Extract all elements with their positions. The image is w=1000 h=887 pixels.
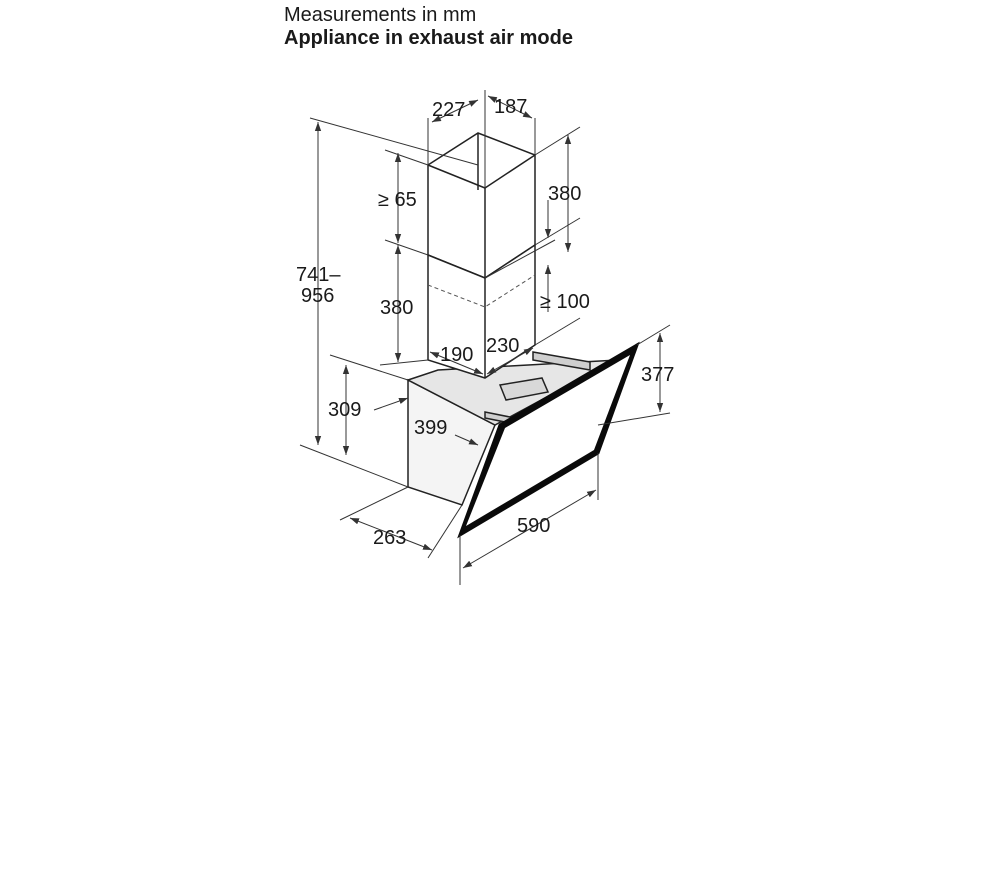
label-chimney-depth: 187 (494, 96, 528, 118)
label-lower-chimney: 380 (380, 297, 414, 319)
label-upper-chimney: 380 (548, 183, 582, 205)
label-gap-min: ≥ 100 (540, 291, 590, 313)
caption-mode: Appliance in exhaust air mode (284, 27, 573, 49)
label-upper-min: ≥ 65 (378, 189, 417, 211)
caption-units: Measurements in mm (284, 4, 477, 26)
label-duct-depth: 230 (486, 335, 520, 357)
label-total-height-2: 956 (301, 285, 335, 307)
label-total-width: 590 (517, 515, 551, 537)
label-total-height-1: 741– (296, 264, 341, 286)
label-body-width: 399 (414, 417, 448, 439)
label-duct-width: 190 (440, 344, 474, 366)
dim-arrow-399-left (374, 398, 408, 410)
label-body-height: 309 (328, 399, 362, 421)
label-body-depth: 263 (373, 527, 407, 549)
hood-body (408, 345, 637, 535)
label-glass-height: 377 (641, 364, 675, 386)
label-chimney-width: 227 (432, 99, 466, 121)
